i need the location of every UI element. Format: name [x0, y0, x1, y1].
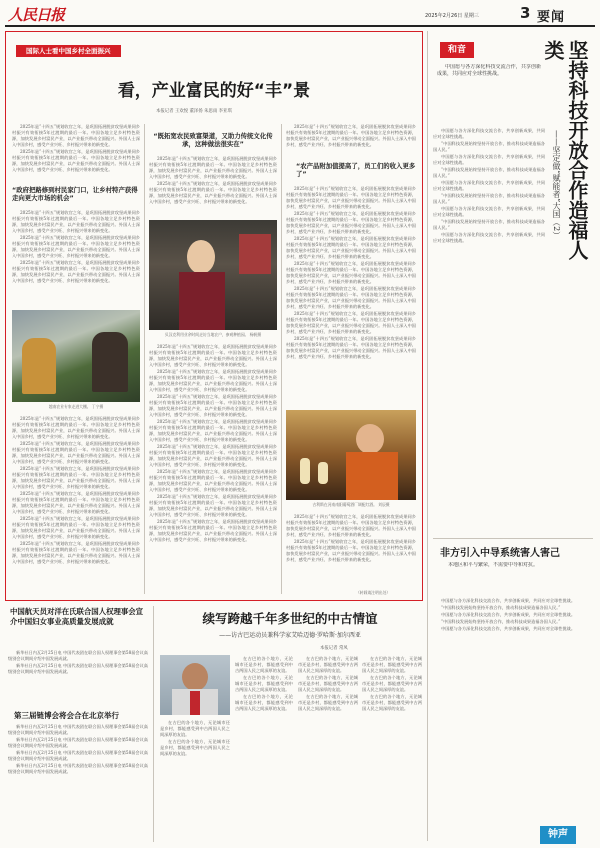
- photo-greenhouse: [12, 310, 140, 402]
- issue-date: 2025年2月26日 星期三: [425, 13, 479, 19]
- right-column-divider: [427, 31, 428, 841]
- bottom-center-byline: 本报记者 常凤: [320, 646, 348, 651]
- column-1-lower-text: 2025年是“十四五”规划收官之年，是巩固拓展脱贫攻坚成果同乡村振兴有效衔接5年过渡期的最后一年。中国各地立足乡村特色资源，加快发展乡村富民产业，以产业振兴带动全面振兴。外国人士深入中国乡村，感受产业兴旺、乡村振兴带来的新变化。 2025年是“十四五”规划收官之年，是巩固拓展脱贫攻坚成果同乡村振兴有效衔接5年过渡期的最后一年。中国各地立足乡村特色资源，加快发展乡村富民产业，以产业振兴带动全面振兴。外国人士深入中国乡村，感受产业兴旺、乡村振兴带来的新变化。 2025年是“十四五”规划收官之年，是巩固拓展脱贫攻坚成果同乡村振兴有效衔接5年过渡期的最后一年。中国各地立足乡村特色资源，加快发展乡村富民产业，以产业振兴带动全面振兴。外国人士深入中国乡村，感受产业兴旺、乡村振兴带来的新变化。 2025年是“十四五”规划收官之年，是巩固拓展脱贫攻坚成果同乡村振兴有效衔接5年过渡期的最后一年。中国各地立足乡村特色资源，加快发展乡村富民产业，以产业振兴带动全面振兴。外国人士深入中国乡村，感受产业兴旺、乡村振兴带来的新变化。 2025年是“十四五”规划收官之年，是巩固拓展脱贫攻坚成果同乡村振兴有效衔接5年过渡期的最后一年。中国各地立足乡村特色资源，加快发展乡村富民产业，以产业振兴带动全面振兴。外国人士深入中国乡村，感受产业兴旺、乡村振兴带来的新变化。 2025年是“十四五”规划收官之年，是巩固拓展脱贫攻坚成果同乡村振兴有效衔接5年过渡期的最后一年。中国各地立足乡村特色资源，加快发展乡村富民产业，以产业振兴带动全面振兴。外国人士深入中国乡村，感受产业兴旺、乡村振兴带来的新变化。: [12, 416, 140, 564]
- commentary-body: 中国愿与各方深化科技交流合作，共享创新成果，共同应对全球性挑战。 “中国科技发展始终坚持开放合作，推动科技成果造福各国人民。” 中国愿与各方深化科技交流合作，共享创新成果，共同应对全球性挑战。 “中国科技发展始终坚持开放合作，推动科技成果造福各国人民。” 中国愿与各方深化科技交流合作，共享创新成果，共同应对全球性挑战。 “中国科技发展始终坚持开放合作，推动科技成果造福各国人民。” 中国愿与各方深化科技交流合作，共享创新成果，共同应对全球性挑战。 “中国科技发展始终坚持开放合作，推动科技成果造福各国人民。” 中国愿与各方深化科技交流合作，共享创新成果，共同应对全球性挑战。: [433, 128, 545, 243]
- subheading-1: “政府把路修到村民家门口，让乡村特产获得走向更大市场的机会”: [12, 186, 138, 202]
- column-divider: [144, 124, 145, 594]
- photo-portrait: [160, 655, 230, 715]
- commentary-subtitle: ——坚定做“赋能者”大国（2）: [552, 130, 561, 240]
- side-article-intro: 本地区和平与繁荣，不需要中导和对抗。: [448, 562, 539, 568]
- column-label: 国际人士看中国乡村全面振兴: [16, 45, 121, 57]
- bottom-left-body: 新华社日内瓦2月25日电 中国代表团在联合国人权理事会第58届会议高级别会议期间介绍中国发展成就。 新华社日内瓦2月25日电 中国代表团在联合国人权理事会第58届会议高级别会议期间介绍中国发展成就。: [8, 650, 148, 674]
- right-divider: [433, 538, 593, 539]
- column-divider-2: [281, 124, 282, 594]
- intro-text: 2025年是“十四五”规划收官之年，是巩固拓展脱贫攻坚成果同乡村振兴有效衔接5年过渡期的最后一年。中国各地立足乡村特色资源，加快发展乡村富民产业，以产业振兴带动全面振兴。外国人士深入中国乡村，感受产业兴旺、乡村振兴带来的新变化。 2025年是“十四五”规划收官之年，是巩固拓展脱贫攻坚成果同乡村振兴有效衔接5年过渡期的最后一年。中国各地立足乡村特色资源，加快发展乡村富民产业，以产业振兴带动全面振兴。外国人士深入中国乡村，感受产业兴旺、乡村振兴带来的新变化。: [12, 124, 140, 172]
- column-2-text: 2025年是“十四五”规划收官之年，是巩固拓展脱贫攻坚成果同乡村振兴有效衔接5年过渡期的最后一年。中国各地立足乡村特色资源，加快发展乡村富民产业，以产业振兴带动全面振兴。外国人士深入中国乡村，感受产业兴旺、乡村振兴带来的新变化。 2025年是“十四五”规划收官之年，是巩固拓展脱贫攻坚成果同乡村振兴有效衔接5年过渡期的最后一年。中国各地立足乡村特色资源，加快发展乡村富民产业，以产业振兴带动全面振兴。外国人士深入中国乡村，感受产业兴旺、乡村振兴带来的新变化。: [149, 156, 277, 204]
- bottom-left-subtitle: 第三届链博会将会合在北京举行: [14, 711, 119, 720]
- newspaper-logo: 人民日报: [8, 6, 65, 24]
- commentary-tag: 和音: [440, 42, 474, 58]
- masthead: [0, 0, 600, 28]
- photo-craft: [149, 220, 277, 330]
- masthead-rule: [5, 25, 595, 27]
- caption-wine: 吉利斯在河南南阳葡萄酒厂调配红酒。 刘辰摄: [312, 502, 390, 507]
- bottom-left-sub-body: 新华社日内瓦2月25日电 中国代表团在联合国人权理事会第58届会议高级别会议期间介绍中国发展成就。 新华社日内瓦2月25日电 中国代表团在联合国人权理事会第58届会议高级别会议期间介绍中国发展成就。 新华社日内瓦2月25日电 中国代表团在联合国人权理事会第58届会议高级别会议期间介绍中国发展成就。 新华社日内瓦2月25日电 中国代表团在联合国人权理事会第58届会议高级别会议期间介绍中国发展成就。: [8, 724, 148, 774]
- bottom-center-subtitle: ——访古巴运动员兼科学家艾哈迈德·罗哈斯·加尔西亚: [219, 632, 361, 639]
- corner-tag: 钟声: [540, 826, 576, 844]
- side-article-title: 非方引入中导系统害人害己: [440, 548, 560, 559]
- column-1-text: 2025年是“十四五”规划收官之年，是巩固拓展脱贫攻坚成果同乡村振兴有效衔接5年过渡期的最后一年。中国各地立足乡村特色资源，加快发展乡村富民产业，以产业振兴带动全面振兴。外国人士深入中国乡村，感受产业兴旺、乡村振兴带来的新变化。 2025年是“十四五”规划收官之年，是巩固拓展脱贫攻坚成果同乡村振兴有效衔接5年过渡期的最后一年。中国各地立足乡村特色资源，加快发展乡村富民产业，以产业振兴带动全面振兴。外国人士深入中国乡村，感受产业兴旺、乡村振兴带来的新变化。 2025年是“十四五”规划收官之年，是巩固拓展脱贫攻坚成果同乡村振兴有效衔接5年过渡期的最后一年。中国各地立足乡村特色资源，加快发展乡村富民产业，以产业振兴带动全面振兴。外国人士深入中国乡村，感受产业兴旺、乡村振兴带来的新变化。: [12, 210, 140, 283]
- column-3-top-text: 2025年是“十四五”规划收官之年，是巩固拓展脱贫攻坚成果同乡村振兴有效衔接5年过渡期的最后一年。中国各地立足乡村特色资源，加快发展乡村富民产业，以产业振兴带动全面振兴。外国人士深入中国乡村，感受产业兴旺、乡村振兴带来的新变化。: [286, 124, 416, 147]
- bottom-center-col0: 在古巴的各个地方，无论城市还是乡村，都能感受到中古两国人民之间深厚的友谊。 在古巴的各个地方，无论城市还是乡村，都能感受到中古两国人民之间深厚的友谊。: [160, 720, 230, 756]
- bottom-center-headline: 续写跨越千年多世纪的中古情谊: [202, 611, 378, 626]
- subheading-3: “农产品附加值提高了，员工们的收入更多了”: [296, 162, 416, 178]
- subheading-2: “既拓宽农民致富渠道，又助力传统文化传承，这种做法很实在”: [153, 132, 273, 148]
- bottom-divider: [153, 606, 154, 842]
- feature-byline: 本报记者 王欢悦 董泽扬 朱思雨 李亚琪: [156, 109, 232, 114]
- side-article-body: 中国愿与各方深化科技交流合作，共享创新成果，共同应对全球性挑战。 “中国科技发展始终坚持开放合作，推动科技成果造福各国人民。” 中国愿与各方深化科技交流合作，共享创新成果，共同应对全球性挑战。 “中国科技发展始终坚持开放合作，推动科技成果造福各国人民。” 中国愿与各方深化科技交流合作，共享创新成果，共同应对全球性挑战。: [441, 598, 576, 631]
- column-3-lower-text: 2025年是“十四五”规划收官之年，是巩固拓展脱贫攻坚成果同乡村振兴有效衔接5年过渡期的最后一年。中国各地立足乡村特色资源，加快发展乡村富民产业，以产业振兴带动全面振兴。外国人士深入中国乡村，感受产业兴旺、乡村振兴带来的新变化。 2025年是“十四五”规划收官之年，是巩固拓展脱贫攻坚成果同乡村振兴有效衔接5年过渡期的最后一年。中国各地立足乡村特色资源，加快发展乡村富民产业，以产业振兴带动全面振兴。外国人士深入中国乡村，感受产业兴旺、乡村振兴带来的新变化。: [286, 514, 416, 562]
- caption-craft: 贝汉克利用业余时间走访当地农户，参观种植园。 杨帆摄: [164, 332, 262, 337]
- column-3-text: 2025年是“十四五”规划收官之年，是巩固拓展脱贫攻坚成果同乡村振兴有效衔接5年过渡期的最后一年。中国各地立足乡村特色资源，加快发展乡村富民产业，以产业振兴带动全面振兴。外国人士深入中国乡村，感受产业兴旺、乡村振兴带来的新变化。 2025年是“十四五”规划收官之年，是巩固拓展脱贫攻坚成果同乡村振兴有效衔接5年过渡期的最后一年。中国各地立足乡村特色资源，加快发展乡村富民产业，以产业振兴带动全面振兴。外国人士深入中国乡村，感受产业兴旺、乡村振兴带来的新变化。 2025年是“十四五”规划收官之年，是巩固拓展脱贫攻坚成果同乡村振兴有效衔接5年过渡期的最后一年。中国各地立足乡村特色资源，加快发展乡村富民产业，以产业振兴带动全面振兴。外国人士深入中国乡村，感受产业兴旺、乡村振兴带来的新变化。 2025年是“十四五”规划收官之年，是巩固拓展脱贫攻坚成果同乡村振兴有效衔接5年过渡期的最后一年。中国各地立足乡村特色资源，加快发展乡村富民产业，以产业振兴带动全面振兴。外国人士深入中国乡村，感受产业兴旺、乡村振兴带来的新变化。 2025年是“十四五”规划收官之年，是巩固拓展脱贫攻坚成果同乡村振兴有效衔接5年过渡期的最后一年。中国各地立足乡村特色资源，加快发展乡村富民产业，以产业振兴带动全面振兴。外国人士深入中国乡村，感受产业兴旺、乡村振兴带来的新变化。 2025年是“十四五”规划收官之年，是巩固拓展脱贫攻坚成果同乡村振兴有效衔接5年过渡期的最后一年。中国各地立足乡村特色资源，加快发展乡村富民产业，以产业振兴带动全面振兴。外国人士深入中国乡村，感受产业兴旺、乡村振兴带来的新变化。 2025年是“十四五”规划收官之年，是巩固拓展脱贫攻坚成果同乡村振兴有效衔接5年过渡期的最后一年。中国各地立足乡村特色资源，加快发展乡村富民产业，以产业振兴带动全面振兴。外国人士深入中国乡村，感受产业兴旺、乡村振兴带来的新变化。: [286, 186, 416, 359]
- feature-headline: 看，产业富民的好“丰”景: [117, 81, 311, 101]
- footer-note: （转载请注明出处）: [356, 590, 391, 595]
- commentary-headline: 坚持科技开放合作造福人类: [541, 40, 589, 260]
- bottom-center-col1: 在古巴的各个地方，无论城市还是乡村，都能感受到中古两国人民之间深厚的友谊。 在古巴的各个地方，无论城市还是乡村，都能感受到中古两国人民之间深厚的友谊。 在古巴的各个地方，无论城市还是乡村，都能感受到中古两国人民之间深厚的友谊。: [235, 656, 293, 711]
- commentary-lede: 中国愿与各方深化科技交流合作，共享创新成果，共同应对全球性挑战。: [437, 64, 541, 77]
- page-number: 3: [520, 4, 531, 22]
- photo-wine: [286, 410, 416, 500]
- bottom-center-col3: 在古巴的各个地方，无论城市还是乡村，都能感受到中古两国人民之间深厚的友谊。 在古巴的各个地方，无论城市还是乡村，都能感受到中古两国人民之间深厚的友谊。 在古巴的各个地方，无论城市还是乡村，都能感受到中古两国人民之间深厚的友谊。: [362, 656, 422, 711]
- feature-article: [5, 31, 423, 601]
- column-2-lower-text: 2025年是“十四五”规划收官之年，是巩固拓展脱贫攻坚成果同乡村振兴有效衔接5年过渡期的最后一年。中国各地立足乡村特色资源，加快发展乡村富民产业，以产业振兴带动全面振兴。外国人士深入中国乡村，感受产业兴旺、乡村振兴带来的新变化。 2025年是“十四五”规划收官之年，是巩固拓展脱贫攻坚成果同乡村振兴有效衔接5年过渡期的最后一年。中国各地立足乡村特色资源，加快发展乡村富民产业，以产业振兴带动全面振兴。外国人士深入中国乡村，感受产业兴旺、乡村振兴带来的新变化。 2025年是“十四五”规划收官之年，是巩固拓展脱贫攻坚成果同乡村振兴有效衔接5年过渡期的最后一年。中国各地立足乡村特色资源，加快发展乡村富民产业，以产业振兴带动全面振兴。外国人士深入中国乡村，感受产业兴旺、乡村振兴带来的新变化。 2025年是“十四五”规划收官之年，是巩固拓展脱贫攻坚成果同乡村振兴有效衔接5年过渡期的最后一年。中国各地立足乡村特色资源，加快发展乡村富民产业，以产业振兴带动全面振兴。外国人士深入中国乡村，感受产业兴旺、乡村振兴带来的新变化。 2025年是“十四五”规划收官之年，是巩固拓展脱贫攻坚成果同乡村振兴有效衔接5年过渡期的最后一年。中国各地立足乡村特色资源，加快发展乡村富民产业，以产业振兴带动全面振兴。外国人士深入中国乡村，感受产业兴旺、乡村振兴带来的新变化。 2025年是“十四五”规划收官之年，是巩固拓展脱贫攻坚成果同乡村振兴有效衔接5年过渡期的最后一年。中国各地立足乡村特色资源，加快发展乡村富民产业，以产业振兴带动全面振兴。外国人士深入中国乡村，感受产业兴旺、乡村振兴带来的新变化。 2025年是“十四五”规划收官之年，是巩固拓展脱贫攻坚成果同乡村振兴有效衔接5年过渡期的最后一年。中国各地立足乡村特色资源，加快发展乡村富民产业，以产业振兴带动全面振兴。外国人士深入中国乡村，感受产业兴旺、乡村振兴带来的新变化。 2025年是“十四五”规划收官之年，是巩固拓展脱贫攻坚成果同乡村振兴有效衔接5年过渡期的最后一年。中国各地立足乡村特色资源，加快发展乡村富民产业，以产业振兴带动全面振兴。外国人士深入中国乡村，感受产业兴旺、乡村振兴带来的新变化。: [149, 344, 277, 542]
- bottom-center-col2: 在古巴的各个地方，无论城市还是乡村，都能感受到中古两国人民之间深厚的友谊。 在古巴的各个地方，无论城市还是乡村，都能感受到中古两国人民之间深厚的友谊。 在古巴的各个地方，无论城市还是乡村，都能感受到中古两国人民之间深厚的友谊。: [298, 656, 358, 711]
- section-name: 要闻: [537, 10, 566, 25]
- caption-greenhouse: 越南农业专家走进大棚。 丁宁摄: [48, 404, 104, 409]
- bottom-left-headline: 中国航天员对洋在氏联合国人权理事会宣介中国妇女事业高质量发展成就: [10, 607, 144, 626]
